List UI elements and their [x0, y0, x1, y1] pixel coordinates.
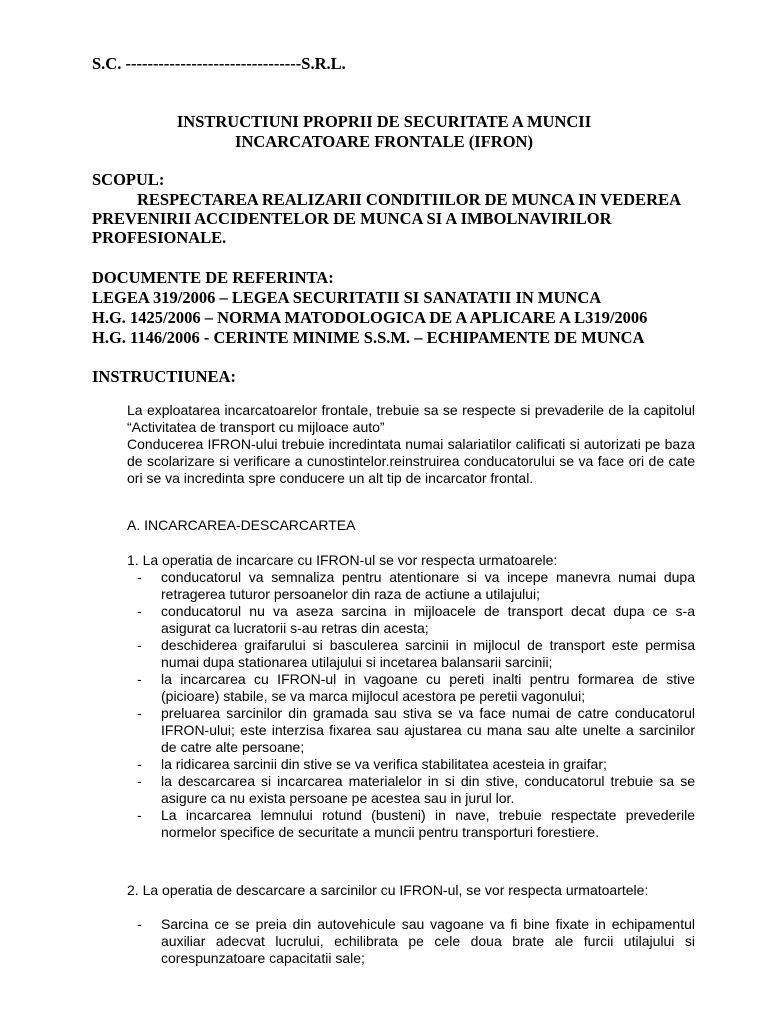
scope-text: RESPECTAREA REALIZARII CONDITIILOR DE MUNCA IN VEDEREA PREVENIRII ACCIDENTELOR DE MUNCA SI A IMBOLNAVIRILOR PROFESIONALE.	[92, 190, 681, 247]
list-item-text: conducatorul nu va aseza sarcina in mijloacele de transport decat dupa ce s-a asigurat ca lucratorii s-au retras din acesta;	[161, 603, 695, 636]
list-item	[127, 916, 695, 967]
dash-bullet: -	[137, 916, 142, 932]
list-item	[127, 671, 695, 705]
instruction-paragraph-1: La exploatarea incarcatoarelor frontale, trebuie sa se respecte si prevaderile de la capitolul “Activitatea de transport cu mijloace auto”	[127, 402, 695, 435]
list-item-text: Sarcina ce se preia din autovehicule sau vagoane va fi bine fixate in echipamentul auxiliar adecvat lucrului, echilibrata pe cele doua brate ale furcii utilajului si corespunzatoare capacitatii sale;	[161, 916, 695, 966]
dash-bullet: -	[137, 671, 142, 687]
list-item	[127, 705, 695, 756]
list-item	[127, 756, 695, 773]
reference-documents-heading: DOCUMENTE DE REFERINTA:	[92, 268, 334, 287]
dash-bullet: -	[137, 705, 142, 721]
list-item	[127, 773, 695, 807]
list-item-text: conducatorul va semnaliza pentru atentionare si va incepe manevra numai dupa retragerea tuturor persoanelor din raza de actiune a utilajului;	[161, 569, 695, 602]
reference-document-item: H.G. 1425/2006 – NORMA MATODOLOGICA DE A APLICARE A L319/2006	[92, 308, 648, 327]
list-item-text: la ridicarea sarcinii din stive se va verifica stabilitatea acesteia in graifar;	[161, 756, 607, 772]
list-item	[127, 637, 695, 671]
list-item-text: la incarcarea cu IFRON-ul in vagoane cu pereti inalti pentru formarea de stive (picioare) stabile, se va marca mijlocul acestora pe peretii vagonului;	[161, 671, 695, 704]
company-name: S.C. --------------------------------S.R.L.	[92, 54, 346, 73]
loading-rules-intro: 1. La operatia de incarcare cu IFRON-ul se vor respecta urmatoarele:	[127, 552, 558, 568]
loading-rules-list	[127, 569, 695, 841]
list-item-text: preluarea sarcinilor din gramada sau stiva se va face numai de catre conducatorul IFRON-ului; este interzisa fixarea sau ajustarea cu mana sau alte unelte a sarcinilor de catre alte persoane;	[161, 705, 695, 755]
section-a-heading: A. INCARCAREA-DESCARCARTEA	[127, 517, 356, 533]
dash-bullet: -	[137, 773, 142, 789]
dash-bullet: -	[137, 637, 142, 653]
reference-document-item: LEGEA 319/2006 – LEGEA SECURITATII SI SANATATII IN MUNCA	[92, 288, 602, 307]
document-title-line-1: INSTRUCTIUNI PROPRII DE SECURITATE A MUNCII	[176, 112, 592, 131]
list-item-text: la descarcarea si incarcarea materialelor in si din stive, conducatorul trebuie sa se asigure ca nu exista persoane pe acestea sau in jurul lor.	[161, 773, 695, 806]
unloading-rules-list	[127, 916, 695, 967]
unloading-rules-intro: 2. La operatia de descarcare a sarcinilor cu IFRON-ul, se vor respecta urmatoartele:	[127, 882, 649, 898]
dash-bullet: -	[137, 807, 142, 823]
list-item	[127, 569, 695, 603]
reference-document-item: H.G. 1146/2006 - CERINTE MINIME S.S.M. – ECHIPAMENTE DE MUNCA	[92, 328, 645, 347]
list-item-text: deschiderea graifarului si basculerea sarcinii in mijlocul de transport este permisa numai dupa stationarea utilajului si incetarea balansarii sarcinii;	[161, 637, 695, 670]
list-item	[127, 603, 695, 637]
instruction-paragraph-2: Conducerea IFRON-ului trebuie incredintata numai salariatilor calificati si autorizati pe baza de scolarizare si verificare a cunostintelor.reinstruirea conducatorului se va face ori de cate ori se va incredinta spre conducere un alt tip de incarcator frontal.	[127, 436, 695, 486]
document-title-line-2: INCARCATOARE FRONTALE (IFRON)	[235, 132, 533, 151]
scope-heading: SCOPUL:	[92, 170, 165, 189]
dash-bullet: -	[137, 569, 142, 585]
instruction-heading: INSTRUCTIUNEA:	[92, 367, 236, 386]
list-item-text: La incarcarea lemnului rotund (busteni) in nave, trebuie respectate prevederile normelor specifice de securitate a muncii pentru transporturi forestiere.	[161, 807, 695, 840]
dash-bullet: -	[137, 603, 142, 619]
dash-bullet: -	[137, 756, 142, 772]
list-item	[127, 807, 695, 841]
